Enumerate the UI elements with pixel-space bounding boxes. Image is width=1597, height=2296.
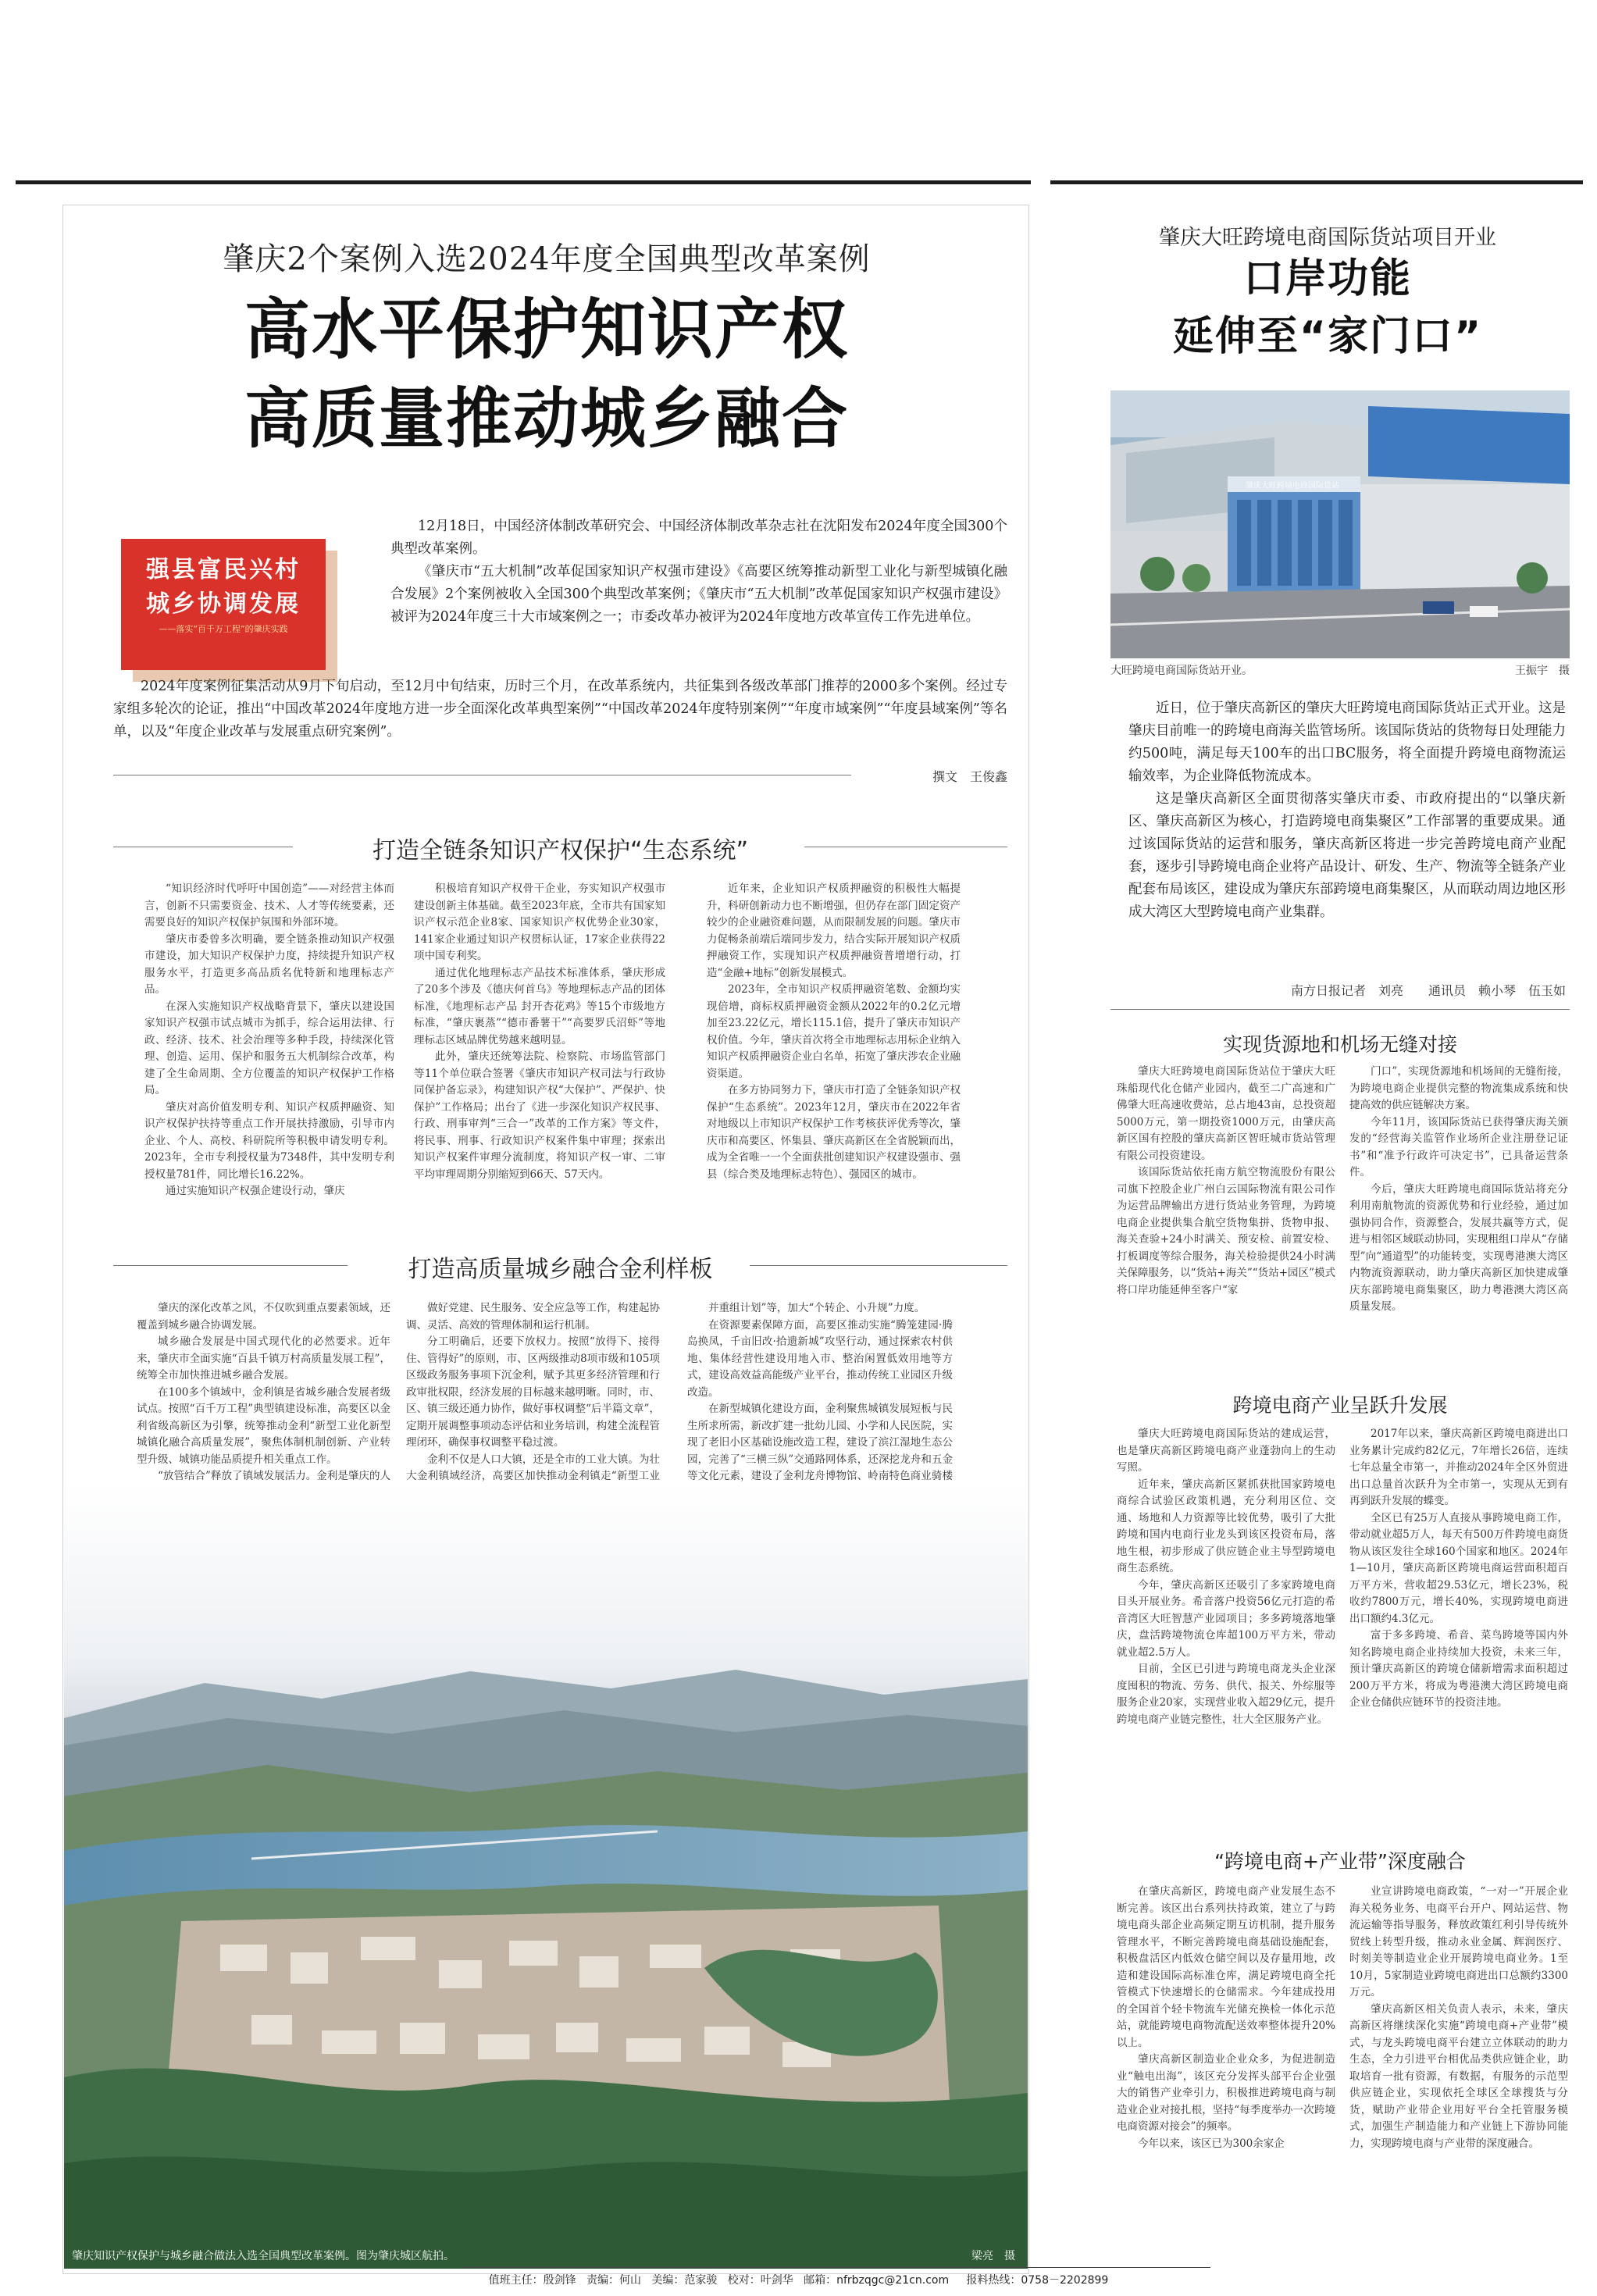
right-byline: 南方日报记者 刘亮 通讯员 赖小琴 伍玉如	[1290, 983, 1566, 998]
body-paragraph: 在资源要素保障方面，高要区推动实施“腾笼建园·腾岛换凤，千亩旧改·拾遗新城”攻坚行动，通过探索农村供地、集体经营性建设用地入市、整治闲置低效用地等方式，建设高效益高能级产业平台，推动传统工业园区升级改造。	[687, 1318, 953, 1399]
city-aerial-photo	[64, 1484, 1028, 2269]
body-paragraph: 今后，肇庆大旺跨境电商国际货站将充分利用南航物流的资源优势和行业经验，通过加强协同合作，资源整合，发展共赢等方式，促进与相邻区域联动协同，实现粗组口岸从“存储型”向“通道型”的功能转变，实现粤港澳大湾区内物流资源联动，助力肇庆高新区加快建成肇庆东部跨境电商集聚区，助力粤港澳大湾区高质量发展。	[1349, 1182, 1568, 1313]
body-paragraph: “放管结合”释放了镇域发展活力。金利是肇庆的人	[158, 1470, 390, 1482]
body-paragraph: 通过实施知识产权强企建设行动，肇庆	[166, 1185, 345, 1197]
top-rule-right	[1050, 180, 1583, 184]
body-paragraph: 今年以来，该区已为300余家企	[1138, 2137, 1285, 2150]
footer-editor: 值班主任：殷剑锋	[488, 2274, 576, 2287]
body-paragraph: 并重组计划”等，加大“个转企、小升规”力度。	[708, 1302, 925, 1314]
body-paragraph: 肇庆大旺跨境电商国际货站的建成运营，也是肇庆高新区跨境电商产业蓬勃向上的生动写照。	[1117, 1428, 1335, 1474]
right-s2-col-b	[1349, 1426, 1568, 1813]
cargo-station-illustration	[1110, 390, 1570, 658]
body-paragraph: 2023年，全市知识产权质押融资笔数、金额均实现倍增，商标权质押融资金额从2022年的0.2亿元增加至23.22亿元，增长115.1倍，提升了肇庆市知识产权价值。今年，肇庆首次将全市地理标志用标企业纳入知识产权质押融资企业白名单，拓宽了肇庆涉农企业融资渠道。	[707, 983, 961, 1080]
badge-line-3: ——落实“百千万工程”的肇庆实践	[159, 624, 288, 634]
body-paragraph: 近年来，肇庆高新区紧抓获批国家跨境电商综合试验区政策机遇，充分利用区位、交通、场地和人力资源等比较优势，吸引了大批跨境和国内电商行业龙头到该区投资布局，落地生根，初步形成了供应链企业主导型跨境电商生态系统。	[1117, 1478, 1335, 1574]
right-section1-title: 实现货源地和机场无缝对接	[1222, 1033, 1457, 1056]
right-section2-title: 跨境电商产业呈跃升发展	[1232, 1394, 1448, 1417]
section1-title: 打造全链条知识产权保护“生态系统”	[372, 837, 749, 865]
section2-rule-right	[750, 1265, 1007, 1266]
top-rule-left	[16, 180, 1031, 184]
left-lead-wide	[113, 676, 1007, 743]
right-s2-col-a	[1117, 1426, 1335, 1813]
body-paragraph: 全区已有25万人直接从事跨境电商工作，带动就业超5万人，每天有500万件跨境电商货物从该区发往全球160个国家和地区。2024年1—10月，肇庆高新区跨境电商运营面积超百万平方米，营收超29.53亿元，增长23%，税收约7800万元，增长40%，实现跨境电商进出口额约4.3亿元。	[1349, 1511, 1568, 1625]
body-paragraph: 近年来，企业知识产权质押融资的积极性大幅提升，科研创新动力也不断增强，但仍存在部门固定资产较少的企业融资难问题，从而限制发展的问题。肇庆市力促畅条前端后端同步发力，结合实际开展知识产权质押融资工作，实现知识产权质押融资普增增行动，打造“金融+地标”创新发展模式。	[707, 882, 961, 979]
section2-rule-left	[113, 1265, 348, 1266]
lead-paragraph: 2024年度案例征集活动从9月下旬启动，至12月中旬结束，历时三个月，在改革系统内，共征集到各级改革部门推荐的2000多个案例。经过专家组多轮次的论证，推出“中国改革2024年度地方进一步全面深化改革典型案例”“中国改革2024年度特别案例”“年度市域案例”“年度县域案例”等名单，以及“年度企业改革与发展重点研究案例”。	[113, 679, 1007, 740]
lead-paragraph: 这是肇庆高新区全面贯彻落实肇庆市委、市政府提出的“以肇庆新区、肇庆高新区为核心，打造跨境电商集聚区”工作部署的重要成果。通过该国际货站的运营和服务，肇庆高新区将进一步完善跨境电商产业配套，逐步引导跨境电商企业将产品设计、研发、生产、物流等全链条产业配套布局该区，建设成为肇庆东部跨境电商集聚区，从而联动周边地区形成大湾区大型跨境电商产业集群。	[1128, 791, 1566, 920]
footer-art: 美编：范家骏	[651, 2274, 718, 2287]
building-sign: 肇庆大旺跨境电商国际货站	[1246, 482, 1339, 490]
footer-proof: 校对：叶剑华	[727, 2274, 793, 2287]
body-paragraph: 富于多多跨境、希音、菜鸟跨境等国内外知名跨境电商企业持续加大投资，未来三年，预计肇庆高新区的跨境仓储新增需求面积超过200万平方米，将成为粤港澳大湾区跨境电商企业仓储供应链环节的投资洼地。	[1349, 1629, 1568, 1709]
section2-title: 打造高质量城乡融合金利样板	[408, 1256, 713, 1283]
footer-rule	[461, 2267, 1210, 2268]
body-paragraph: 该国际货站依托南方航空物流股份有限公司旗下控股企业广州白云国际物流有限公司作为运营品牌输出方进行货站业务管理，为跨境电商企业提供集合航空货物集拼、货物申报、海关查验+24小时满关、预安检、前置安检、打板调度等综合服务，海关检验提供24小时满关保障服务，以“货站+海关”“货站+园区”模式将口岸功能延伸至客户“家	[1117, 1166, 1335, 1296]
city-photo-caption: 肇庆知识产权保护与城乡融合做法入选全国典型改革案例。图为肇庆城区航拍。	[72, 2250, 455, 2262]
body-paragraph: 积极培育知识产权骨干企业，夯实知识产权强市建设创新主体基础。截至2023年底，全市共有国家知识产权示范企业8家、国家知识产权优势企业30家，141家企业通过知识产权贯标认证，17家企业获得22项中国专利奖。	[414, 882, 665, 962]
section1-col-2	[414, 881, 665, 1225]
body-paragraph: 此外，肇庆还统筹法院、检察院、市场监管部门等11个单位联合签署《肇庆市知识产权司法与行政协同保护备忘录》，构建知识产权“大保护”、严保护、快保护”工作格局；出台了《进一步深化知识产权民事、行政、刑事审判“三合一”改革的工作方案》等文件，将民事、刑事、行政知识产权案件集中审理；探索出知识产权案件审理分流制度，将知识产权一审、二审平均审理周期分别缩短到66天、57天内。	[414, 1050, 665, 1181]
section1-col-1	[144, 881, 394, 1225]
lead-paragraph: 《肇庆市“五大机制”改革促国家知识产权强市建设》《高要区统筹推动新型工业化与新型城镇化融合发展》2个案例被收入全国300个典型改革案例；《肇庆市“五大机制”改革促国家知识产权强市建设》被评为2024年度三十大市域案例之一；市委改革办被评为2024年度地方改革宣传工作先进单位。	[390, 564, 1007, 625]
body-paragraph: 今年，肇庆高新区还吸引了多家跨境电商目头开展业务。希音落户投资56亿元打造的希音湾区大旺智慧产业园项目；多多跨境落地肇庆，盘活跨境物流仓库超100万平方米，带动就业超2.5万人。	[1117, 1578, 1335, 1659]
footer-phone: 报料热线：0758－2202899	[966, 2274, 1109, 2287]
body-paragraph: 在100多个镇域中，金利镇是省城乡融合发展者级试点。按照“百千万工程”典型镇建设标准，高要区以金利省级高新区为引擎，统筹推动金利“新型工业化新型城镇化融合高质量发展”，聚焦体制机制创新、产业转型升级、城镇功能品质提升相关重点工作。	[137, 1385, 390, 1466]
badge-line-2: 城乡协调发展	[146, 590, 301, 618]
body-paragraph: 肇庆高新区制造业企业众多，为促进制造业“触电出海”，该区充分发挥头部平台企业强大的销售产业牵引力，积极推进跨境电商与制造业企业对接扎根，坚持“每季度举办一次跨境电商资源对接会”的频率。	[1117, 2053, 1335, 2133]
right-headline-2: 延伸至“家门口”	[1172, 313, 1483, 360]
right-s3-col-b	[1349, 1884, 1568, 2259]
campaign-badge	[121, 539, 326, 670]
right-s1-col-a	[1117, 1064, 1335, 1372]
footer-email: 邮箱：nfrbzqgc@21cn.com	[804, 2274, 950, 2287]
section1-col-3	[707, 881, 961, 1225]
body-paragraph: 在深入实施知识产权战略背景下，肇庆以建设国家知识产权强市试点城市为抓手，综合运用法律、行政、经济、技术、社会治理等多种手段，持续深化管理、创造、运用、保护和服务五大机制综合改革，构建了全生命周期、全方位覆盖的知识产权保护工作格局。	[144, 1000, 394, 1096]
body-paragraph: 在多方协同努力下，肇庆市打造了全链条知识产权保护“生态系统”。2023年12月，肇庆市在2022年省对地级以上市知识产权保护工作考核获评优秀等次，肇庆市和高要区、怀集县、肇庆高新区在全省脱颖而出，成为全省唯一一个全面获批创建知识产权建设强市、强县（综合类及地理标志特色）、强园区的城市。	[707, 1084, 961, 1181]
body-paragraph: 今年11月，该国际货站已获得肇庆海关颁发的“经营海关监管作业场所企业注册登记证书”和“准予行政许可决定书”，已具备运营条件。	[1349, 1115, 1568, 1178]
body-paragraph: 在新型城镇化建设方面，金利聚焦城镇发展短板与民生所求所需，新改扩建一批幼儿园、小学和人民医院，实现了老旧小区基础设施改造工程，建设了滨江湿地生态公园，完善了“三横三纵”交通路网体系，还深挖龙舟和五金等文化元素，建设了金利龙舟博物馆、岭南特色商业骑楼	[687, 1403, 953, 1482]
lead-paragraph: 近日，位于肇庆高新区的肇庆大旺跨境电商国际货站正式开业。这是肇庆目前唯一的跨境电商海关监管场所。该国际货站的货物每日处理能力约500吨，满足每天100车的出口BC服务，将全面提升跨境电商物流运输效率，为企业降低物流成本。	[1128, 701, 1566, 784]
body-paragraph: “知识经济时代呼吁中国创造”——对经营主体而言，创新不只需要资金、技术、人才等传统要素，还需要良好的知识产权保护氛围和外部环境。	[144, 882, 394, 929]
city-photo-credit: 梁亮 摄	[971, 2250, 1015, 2262]
body-paragraph: 肇庆的深化改革之风，不仅吹到重点要素领域，还覆盖到城乡融合协调发展。	[137, 1302, 390, 1332]
left-kicker: 肇庆2个案例入选2024年度全国典型改革案例	[223, 241, 871, 277]
cargo-station-photo	[1110, 390, 1570, 658]
left-byline: 撰文 王俊鑫	[932, 769, 1007, 784]
body-paragraph: 金利不仅是人口大镇，还是全市的工业大镇。为壮大金利镇域经济，高要区加快推动金利镇走“新型工业	[406, 1453, 660, 1482]
body-paragraph: 城乡融合发展是中国式现代化的必然要求。近年来，肇庆市全面实施“百县千镇万村高质量发展工程”，统筹全市加快推进城乡融合发展。	[137, 1335, 390, 1382]
station-photo-credit: 王振宇 摄	[1515, 665, 1570, 677]
right-section3-title: “跨境电商+产业带”深度融合	[1214, 1850, 1466, 1873]
lead-paragraph: 12月18日，中国经济体制改革研究会、中国经济体制改革杂志社在沈阳发布2024年度全国300个典型改革案例。	[390, 519, 1007, 557]
body-paragraph: 肇庆市委曾多次明确，要全链条推动知识产权强市建设，加大知识产权保护力度，持续提升知识产权服务水平，打造更多高品质名优特新和地理标志产品。	[144, 932, 394, 996]
body-paragraph: 业宣讲跨境电商政策，“一对一”开展企业海关税务业务、电商平台开户、网站运营、物流运输等指导服务，释放政策红利引导传统外贸线上转型升级，推动永业金属、辉润医疗、时刻美等制造业企业开展跨境电商业务。1至10月，5家制造业跨境电商进出口总额约3300万元。	[1349, 1885, 1568, 1998]
body-paragraph: 2017年以来，肇庆高新区跨境电商进出口业务累计完成约82亿元，7年增长26倍，连续七年总量全市第一，并推动2024年全区外贸进出口总量首次跃升为全市第一，实现从无到有再到跃升发展的蝶变。	[1349, 1428, 1568, 1507]
badge-line-1: 强县富民兴村	[146, 556, 301, 583]
body-paragraph: 目前，全区已引进与跨境电商龙头企业深度囤积的物流、劳务、供代、报关、外综服等服务企业20家，实现营业收入超29亿元，提升跨境电商产业链完整性，壮大全区服务产业。	[1117, 1663, 1335, 1726]
right-byline-rule	[1110, 1009, 1570, 1010]
body-paragraph: 分工明确后，还要下放权力。按照“放得下、接得住、管得好”的原则，市、区两级推动8项市级和105项区级政务服务事项下沉金利，赋予其更多经济管理和行政审批权限，经济发展的目标越来越明晰。同时，市、区、镇三级还通力协作，做好事权调整“后半篇文章”，定期开展调整事项动态评估和业务培训，构建全流程管理闭环，确保事权调整平稳过渡。	[406, 1335, 660, 1449]
body-paragraph: 门口”，实现货源地和机场间的无缝衔接，为跨境电商企业提供完整的物流集成系统和快捷高效的供应链解决方案。	[1349, 1065, 1568, 1111]
body-paragraph: 肇庆对高价值发明专利、知识产权质押融资、知识产权保护扶持等重点工作开展扶持激励，引导市内企业、个人、高校、科研院所等积极申请发明专利。2023年，全市专利授权量为7348件，其中发明专利授权量781件，同比增长16.22%。	[144, 1100, 394, 1181]
right-s3-col-a	[1117, 1884, 1335, 2259]
station-photo-caption: 大旺跨境电商国际货站开业。	[1110, 665, 1253, 677]
body-paragraph: 肇庆高新区相关负责人表示，未来，肇庆高新区将继续深化实施“跨境电商+产业带”模式，与龙头跨境电商平台建立立体联动的助力生态，全力引进平台相优品类供应链企业，助取培育一批有资源，有数据，有服务的示范型供应链企业，实现依托全球区全球搜货与分货，赋助产业带企业用好平台全托管服务模式，加强生产制造能力和产业链上下游协同能力，实现跨境电商与产业带的深度融合。	[1349, 2002, 1568, 2150]
page-footer	[0, 2269, 1597, 2296]
right-s1-col-b	[1349, 1064, 1568, 1372]
left-headline-1: 高水平保护知识产权	[244, 291, 849, 368]
footer-resp: 责编：何山	[586, 2274, 642, 2287]
city-aerial-illustration	[64, 1484, 1028, 2269]
body-paragraph: 做好党建、民生服务、安全应急等工作，构建起协调、灵活、高效的管理体制和运行机制。	[406, 1302, 660, 1332]
right-lead	[1128, 697, 1566, 924]
body-paragraph: 通过优化地理标志产品技术标准体系，肇庆形成了20多个涉及《德庆何首乌》等地理标志产品的团体标准，《地理标志产品 封开杏花鸡》等15个市级地方标准，“肇庆裹蒸”“德市番薯干”“高要罗氏沼虾”等地理标志区域品牌优势越来越明显。	[414, 966, 665, 1046]
body-paragraph: 在肇庆高新区，跨境电商产业发展生态不断完善。该区出台系列扶持政策，建立了与跨境电商头部企业高频定期互访机制，提升服务管理水平，不断完善跨境电商基础设施配套，积极盘活区内低效仓储空间以及存量用地，改造和建设国际高标准仓库，满足跨境电商全托管模式下快速增长的仓储需求。今年建成投用的全国首个轻卡物流车光储充换检一体化示范站，就能跨境电商物流配送效率整体提升20%以上。	[1117, 1885, 1335, 2049]
right-headline-1: 口岸功能	[1242, 255, 1412, 302]
left-lead	[390, 515, 1007, 629]
left-headline-2: 高质量推动城乡融合	[244, 380, 849, 457]
right-kicker: 肇庆大旺跨境电商国际货站项目开业	[1159, 226, 1496, 250]
body-paragraph: 肇庆大旺跨境电商国际货站位于肇庆大旺珠船现代化仓储产业园内，截至二广高速和广佛肇大旺高速收费站，总占地43亩，总投资超5000万元，第一期投资1000万元，由肇庆高新区国有控股的肇庆高新区智旺城市货站管理有限公司投资建设。	[1117, 1065, 1335, 1162]
